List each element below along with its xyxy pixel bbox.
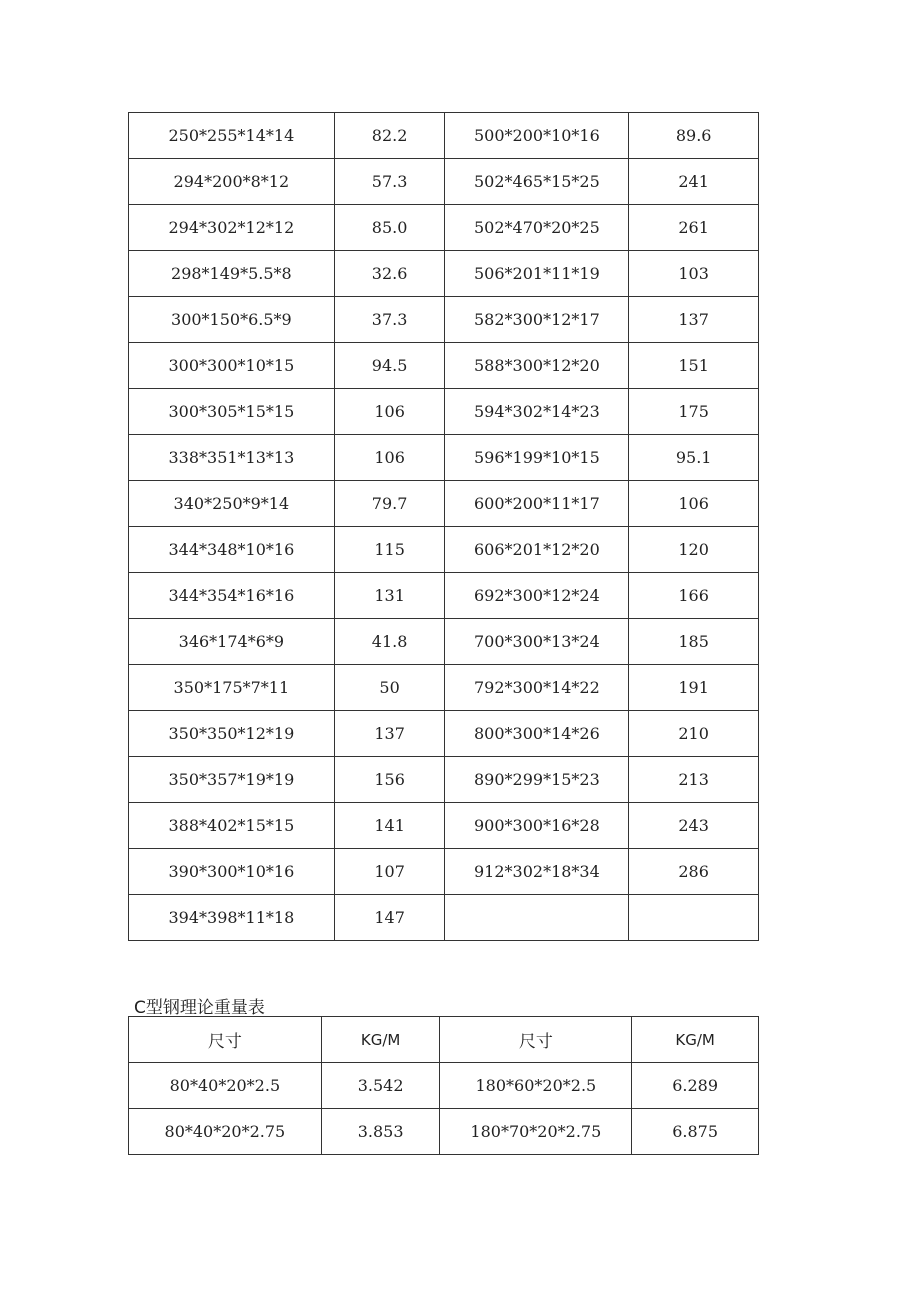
size-cell: 506*201*11*19 bbox=[445, 251, 629, 297]
table-row bbox=[129, 159, 759, 205]
weight-cell: 37.3 bbox=[334, 297, 445, 343]
weight-cell: 89.6 bbox=[629, 113, 759, 159]
weight-cell: 3.542 bbox=[321, 1063, 440, 1109]
header-size-cell: 尺寸 bbox=[129, 1017, 322, 1063]
weight-cell: 241 bbox=[629, 159, 759, 205]
weight-cell: 131 bbox=[334, 573, 445, 619]
weight-cell: 213 bbox=[629, 757, 759, 803]
weight-cell: 115 bbox=[334, 527, 445, 573]
weight-cell: 79.7 bbox=[334, 481, 445, 527]
table-row bbox=[129, 343, 759, 389]
table-row bbox=[129, 803, 759, 849]
size-cell: 80*40*20*2.5 bbox=[129, 1063, 322, 1109]
weight-cell: 57.3 bbox=[334, 159, 445, 205]
size-cell: 390*300*10*16 bbox=[129, 849, 335, 895]
weight-cell: 94.5 bbox=[334, 343, 445, 389]
header-weight-cell: KG/M bbox=[321, 1017, 440, 1063]
size-cell: 300*305*15*15 bbox=[129, 389, 335, 435]
size-cell: 180*70*20*2.75 bbox=[440, 1109, 632, 1155]
size-cell: 600*200*11*17 bbox=[445, 481, 629, 527]
table-row bbox=[129, 619, 759, 665]
size-cell: 594*302*14*23 bbox=[445, 389, 629, 435]
size-cell: 502*470*20*25 bbox=[445, 205, 629, 251]
weight-cell: 3.853 bbox=[321, 1109, 440, 1155]
weight-cell: 106 bbox=[334, 435, 445, 481]
size-cell: 180*60*20*2.5 bbox=[440, 1063, 632, 1109]
size-cell: 344*348*10*16 bbox=[129, 527, 335, 573]
size-cell: 900*300*16*28 bbox=[445, 803, 629, 849]
table-row bbox=[129, 389, 759, 435]
size-cell: 340*250*9*14 bbox=[129, 481, 335, 527]
weight-cell: 106 bbox=[629, 481, 759, 527]
size-cell: 350*357*19*19 bbox=[129, 757, 335, 803]
size-cell: 588*300*12*20 bbox=[445, 343, 629, 389]
weight-cell: 191 bbox=[629, 665, 759, 711]
weight-cell: 82.2 bbox=[334, 113, 445, 159]
size-cell: 502*465*15*25 bbox=[445, 159, 629, 205]
c-section-title: C型钢理论重量表 bbox=[134, 998, 265, 1018]
size-cell: 792*300*14*22 bbox=[445, 665, 629, 711]
weight-cell: 137 bbox=[334, 711, 445, 757]
table-row bbox=[129, 895, 759, 941]
c-table-header-row bbox=[129, 1017, 759, 1063]
size-cell: 890*299*15*23 bbox=[445, 757, 629, 803]
size-cell: 350*175*7*11 bbox=[129, 665, 335, 711]
c-section-weight-table bbox=[128, 1016, 759, 1155]
size-cell: 912*302*18*34 bbox=[445, 849, 629, 895]
weight-cell: 106 bbox=[334, 389, 445, 435]
table-row bbox=[129, 297, 759, 343]
size-cell: 300*150*6.5*9 bbox=[129, 297, 335, 343]
weight-cell: 6.289 bbox=[632, 1063, 759, 1109]
table-row bbox=[129, 251, 759, 297]
size-cell: 606*201*12*20 bbox=[445, 527, 629, 573]
size-cell: 500*200*10*16 bbox=[445, 113, 629, 159]
size-cell: 346*174*6*9 bbox=[129, 619, 335, 665]
weight-cell: 147 bbox=[334, 895, 445, 941]
weight-cell: 166 bbox=[629, 573, 759, 619]
header-weight-cell: KG/M bbox=[632, 1017, 759, 1063]
table-row bbox=[129, 1063, 759, 1109]
weight-cell: 85.0 bbox=[334, 205, 445, 251]
weight-cell: 210 bbox=[629, 711, 759, 757]
weight-cell: 6.875 bbox=[632, 1109, 759, 1155]
weight-cell: 261 bbox=[629, 205, 759, 251]
table-row bbox=[129, 113, 759, 159]
table-row bbox=[129, 1109, 759, 1155]
table-row bbox=[129, 757, 759, 803]
header-size-cell: 尺寸 bbox=[440, 1017, 632, 1063]
table-row bbox=[129, 527, 759, 573]
weight-cell: 243 bbox=[629, 803, 759, 849]
size-cell: 294*200*8*12 bbox=[129, 159, 335, 205]
size-cell: 692*300*12*24 bbox=[445, 573, 629, 619]
size-cell: 300*300*10*15 bbox=[129, 343, 335, 389]
size-cell: 388*402*15*15 bbox=[129, 803, 335, 849]
size-cell: 338*351*13*13 bbox=[129, 435, 335, 481]
table-row bbox=[129, 665, 759, 711]
size-cell: 800*300*14*26 bbox=[445, 711, 629, 757]
size-cell: 80*40*20*2.75 bbox=[129, 1109, 322, 1155]
weight-cell: 141 bbox=[334, 803, 445, 849]
size-cell bbox=[445, 895, 629, 941]
size-cell: 582*300*12*17 bbox=[445, 297, 629, 343]
h-beam-table-body bbox=[129, 113, 759, 941]
table-row bbox=[129, 849, 759, 895]
weight-cell: 95.1 bbox=[629, 435, 759, 481]
weight-cell: 41.8 bbox=[334, 619, 445, 665]
size-cell: 250*255*14*14 bbox=[129, 113, 335, 159]
weight-cell: 137 bbox=[629, 297, 759, 343]
weight-cell: 120 bbox=[629, 527, 759, 573]
size-cell: 350*350*12*19 bbox=[129, 711, 335, 757]
table-row bbox=[129, 435, 759, 481]
weight-cell: 156 bbox=[334, 757, 445, 803]
size-cell: 394*398*11*18 bbox=[129, 895, 335, 941]
size-cell: 344*354*16*16 bbox=[129, 573, 335, 619]
table-row bbox=[129, 205, 759, 251]
size-cell: 298*149*5.5*8 bbox=[129, 251, 335, 297]
weight-cell: 151 bbox=[629, 343, 759, 389]
weight-cell: 32.6 bbox=[334, 251, 445, 297]
size-cell: 596*199*10*15 bbox=[445, 435, 629, 481]
table-row bbox=[129, 481, 759, 527]
weight-cell: 103 bbox=[629, 251, 759, 297]
size-cell: 294*302*12*12 bbox=[129, 205, 335, 251]
weight-cell: 185 bbox=[629, 619, 759, 665]
table-row bbox=[129, 711, 759, 757]
size-cell: 700*300*13*24 bbox=[445, 619, 629, 665]
weight-cell: 107 bbox=[334, 849, 445, 895]
weight-cell: 286 bbox=[629, 849, 759, 895]
weight-cell bbox=[629, 895, 759, 941]
h-beam-weight-table bbox=[128, 112, 759, 941]
weight-cell: 175 bbox=[629, 389, 759, 435]
weight-cell: 50 bbox=[334, 665, 445, 711]
table-row bbox=[129, 573, 759, 619]
